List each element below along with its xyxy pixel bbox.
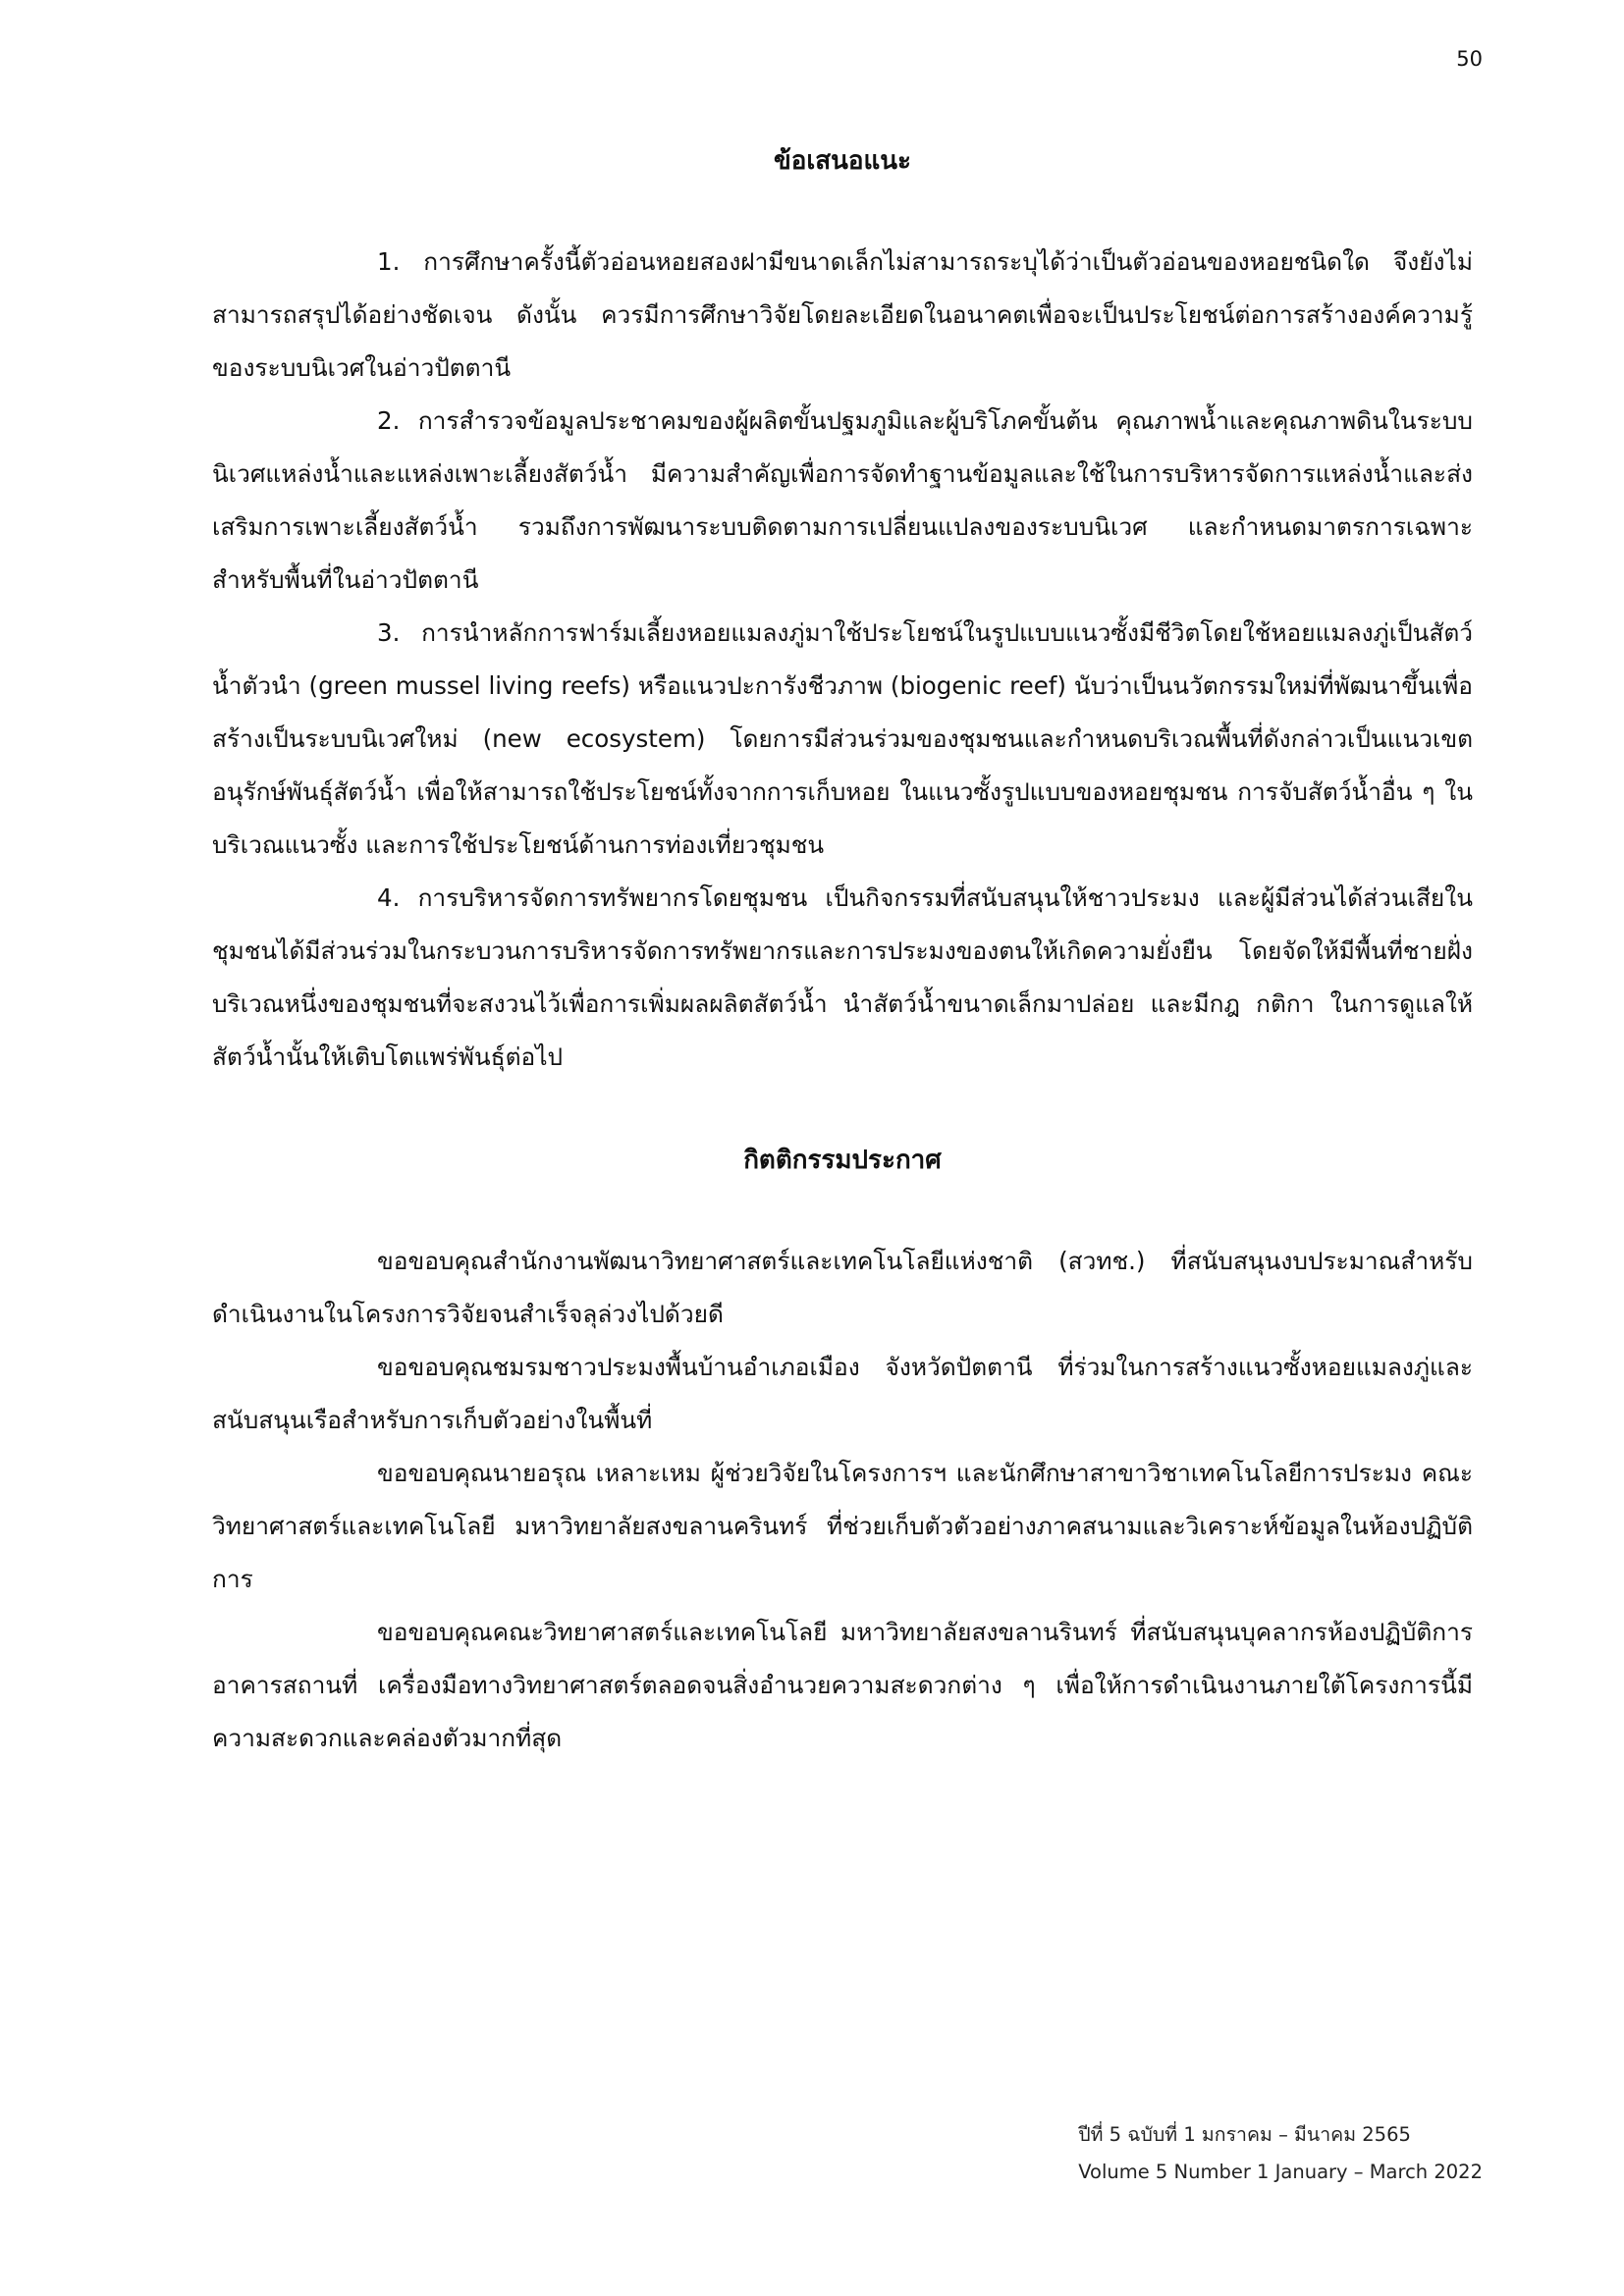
suggestion-paragraph-3: 3. การนำหลักการฟาร์มเลี้ยงหอยแมลงภู่มาใช้ประโยชน์ในรูปแบบแนวซั้งมีชีวิตโดยใช้หอยแมลงภู่เป็นสัตว์น้ำตัวนำ (green mussel living reefs) หรือแนวปะการังชีวภาพ (biogenic reef) นับว่าเป็นนวัตกรรมใหม่ที่พัฒนาขึ้นเพื่อสร้างเป็นระบบนิเวศใหม่ (new ecosystem) โดยการมีส่วนร่วมของชุมชนและกำหนดบริเวณพื้นที่ดังกล่าวเป็นแนวเขตอนุรักษ์พันธุ์สัตว์น้ำ เพื่อให้สามารถใช้ประโยชน์ทั้งจากการเก็บหอย ในแนวซั้งรูปแบบของหอยชุมชน การจับสัตว์น้ำอื่น ๆ ในบริเวณแนวซั้ง และการใช้ประโยชน์ด้านการท่องเที่ยวชุมชน [212, 618, 1473, 859]
footer-issue-english: Volume 5 Number 1 January – March 2022 [1078, 2161, 1483, 2183]
acknowledgement-paragraph-3: ขอขอบคุณนายอรุณ เหลาะเหม ผู้ช่วยวิจัยในโครงการฯ และนักศึกษาสาขาวิชาเทคโนโลยีการประมง คณะวิทยาศาสตร์และเทคโนโลยี มหาวิทยาลัยสงขลานครินทร์ ที่ช่วยเก็บตัวตัวอย่างภาคสนามและวิเคราะห์ข้อมูลในห้องปฏิบัติการ [212, 1459, 1473, 1593]
footer-issue-thai: ปีที่ 5 ฉบับที่ 1 มกราคม – มีนาคม 2565 [1078, 2123, 1411, 2146]
page-content [212, 128, 1473, 1765]
suggestion-paragraph-1: 1. การศึกษาครั้งนี้ตัวอ่อนหอยสองฝามีขนาดเล็กไม่สามารถระบุได้ว่าเป็นตัวอ่อนของหอยชนิดใด จึงยังไม่สามารถสรุปได้อย่างชัดเจน ดังนั้น ควรมีการศึกษาวิจัยโดยละเอียดในอนาคตเพื่อจะเป็นประโยชน์ต่อการสร้างองค์ความรู้ของระบบนิเวศในอ่าวปัตตานี [212, 247, 1473, 382]
journal-footer [1078, 2116, 1483, 2191]
acknowledgement-paragraph-1: ขอขอบคุณสำนักงานพัฒนาวิทยาศาสตร์และเทคโนโลยีแห่งชาติ (สวทช.) ที่สนับสนุนงบประมาณสำหรับดำเนินงานในโครงการวิจัยจนสำเร็จลุล่วงไปด้วยดี [212, 1247, 1473, 1328]
acknowledgement-paragraph-4: ขอขอบคุณคณะวิทยาศาสตร์และเทคโนโลยี มหาวิทยาลัยสงขลานรินทร์ ที่สนับสนุนบุคลากรห้องปฏิบัติการ อาคารสถานที่ เครื่องมือทางวิทยาศาสตร์ตลอดจนสิ่งอำนวยความสะดวกต่าง ๆ เพื่อให้การดำเนินงานภายใต้โครงการนี้มีความสะดวกและคล่องตัวมากที่สุด [212, 1618, 1473, 1752]
acknowledgements-heading: กิตติกรรมประกาศ [743, 1146, 942, 1175]
acknowledgement-paragraph-2: ขอขอบคุณชมรมชาวประมงพื้นบ้านอำเภอเมือง จังหวัดปัตตานี ที่ร่วมในการสร้างแนวซั้งหอยแมลงภู่และสนับสนุนเรือสำหรับการเก็บตัวอย่างในพื้นที่ [212, 1353, 1473, 1434]
suggestion-paragraph-2: 2. การสำรวจข้อมูลประชาคมของผู้ผลิตขั้นปฐมภูมิและผู้บริโภคขั้นต้น คุณภาพน้ำและคุณภาพดินในระบบนิเวศแหล่งน้ำและแหล่งเพาะเลี้ยงสัตว์น้ำ มีความสำคัญเพื่อการจัดทำฐานข้อมูลและใช้ในการบริหารจัดการแหล่งน้ำและส่งเสริมการเพาะเลี้ยงสัตว์น้ำ รวมถึงการพัฒนาระบบติดตามการเปลี่ยนแปลงของระบบนิเวศ และกำหนดมาตรการเฉพาะสำหรับพื้นที่ในอ่าวปัตตานี [212, 406, 1473, 594]
acknowledgements-section [212, 1143, 1473, 1765]
page-number: 50 [1456, 47, 1483, 71]
suggestions-heading: ข้อเสนอแนะ [773, 146, 912, 176]
suggestions-section [212, 143, 1473, 1084]
suggestion-paragraph-4: 4. การบริหารจัดการทรัพยากรโดยชุมชน เป็นกิจกรรมที่สนับสนุนให้ชาวประมง และผู้มีส่วนได้ส่วนเสียในชุมชนได้มีส่วนร่วมในกระบวนการบริหารจัดการทรัพยากรและการประมงของตนให้เกิดความยั่งยืน โดยจัดให้มีพื้นที่ชายฝั่งบริเวณหนึ่งของชุมชนที่จะสงวนไว้เพื่อการเพิ่มผลผลิตสัตว์น้ำ นำสัตว์น้ำขนาดเล็กมาปล่อย และมีกฎ กติกา ในการดูแลให้สัตว์น้ำนั้นให้เติบโตแพร่พันธุ์ต่อไป [212, 883, 1473, 1071]
